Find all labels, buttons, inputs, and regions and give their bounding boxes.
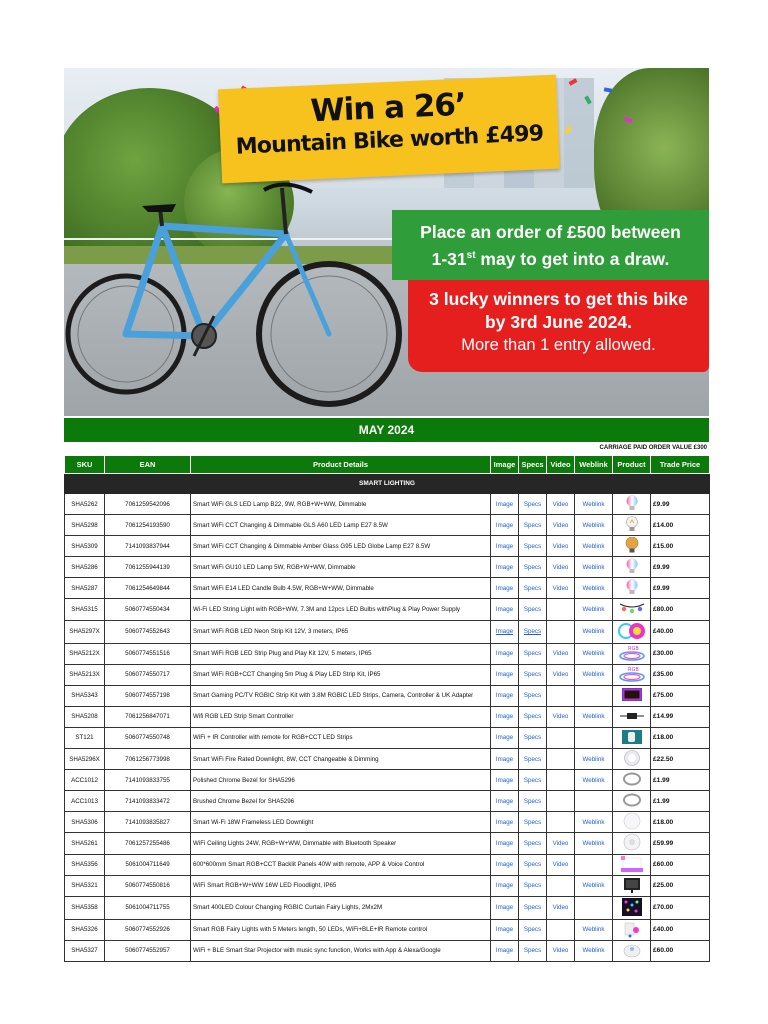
product-details-cell: Smart 400LED Colour Changing RGBIC Curtain Fairy Lights, 2Mx2M — [191, 896, 491, 919]
promo-banner — [64, 68, 709, 416]
winners-line-3: More than 1 entry allowed. — [461, 336, 656, 354]
ean-cell: 7061259542096 — [105, 494, 191, 515]
video-link[interactable]: Video — [547, 643, 575, 664]
image-link[interactable]: Image — [491, 833, 519, 854]
table-header-row — [65, 456, 710, 474]
video-link[interactable]: Video — [547, 536, 575, 557]
weblink-link[interactable]: Weblink — [575, 536, 613, 557]
image-link[interactable]: Image — [491, 515, 519, 536]
sku-cell: SHA5358 — [65, 896, 105, 919]
specs-link[interactable]: Specs — [519, 620, 547, 643]
product-details-cell: Smart WiFi Fire Rated Downlight, 8W, CCT Changeable & Dimming — [191, 749, 491, 770]
video-link — [547, 599, 575, 620]
image-link[interactable]: Image — [491, 940, 519, 961]
header-specs: Specs — [519, 456, 547, 474]
video-link — [547, 620, 575, 643]
winners-box — [408, 280, 709, 372]
svg-text:RGB: RGB — [627, 645, 639, 652]
video-link[interactable]: Video — [547, 896, 575, 919]
product-details-cell: Smart WiFi RGB+CCT Changing 5m Plug & Play LED Strip Kit, IP65 — [191, 664, 491, 685]
sku-cell: SHA5315 — [65, 599, 105, 620]
trade-price-cell: £9.99 — [651, 557, 710, 578]
bulb-rgb-icon — [624, 558, 640, 577]
controller-icon — [619, 710, 645, 724]
table-row — [65, 833, 710, 854]
winners-line-1: 3 lucky winners to get this bike — [429, 289, 688, 309]
ean-cell: 5060774550748 — [105, 727, 191, 748]
specs-link[interactable]: Specs — [519, 940, 547, 961]
image-link[interactable]: Image — [491, 749, 519, 770]
image-link[interactable]: Image — [491, 536, 519, 557]
video-link[interactable]: Video — [547, 494, 575, 515]
image-link[interactable]: Image — [491, 854, 519, 875]
trade-price-cell: £30.00 — [651, 643, 710, 664]
ean-cell: 5060774557198 — [105, 685, 191, 706]
specs-link[interactable]: Specs — [519, 919, 547, 940]
offer-line-2 — [392, 244, 709, 271]
sku-cell: SHA5297X — [65, 620, 105, 643]
image-link[interactable]: Image — [491, 620, 519, 643]
curtain-icon — [621, 897, 643, 919]
product-thumbnail — [613, 854, 651, 875]
product-thumbnail — [613, 643, 651, 664]
product-details-cell: Brushed Chrome Bezel for SHA5296 — [191, 791, 491, 812]
sku-cell: SHA5309 — [65, 536, 105, 557]
video-link — [547, 770, 575, 791]
table-row — [65, 770, 710, 791]
video-link[interactable]: Video — [547, 706, 575, 727]
image-link[interactable]: Image — [491, 896, 519, 919]
header-product: Product — [613, 456, 651, 474]
sku-cell: ST121 — [65, 727, 105, 748]
header-image: Image — [491, 456, 519, 474]
product-thumbnail — [613, 599, 651, 620]
trade-price-cell: £1.99 — [651, 791, 710, 812]
trade-price-cell: £18.00 — [651, 727, 710, 748]
sku-cell: ACC1013 — [65, 791, 105, 812]
trade-price-cell: £70.00 — [651, 896, 710, 919]
weblink-link[interactable]: Weblink — [575, 494, 613, 515]
weblink-link[interactable]: Weblink — [575, 812, 613, 833]
specs-link[interactable]: Specs — [519, 812, 547, 833]
order-offer-box — [392, 210, 709, 280]
sku-cell: SHA5213X — [65, 664, 105, 685]
month-title: MAY 2024 — [64, 418, 709, 442]
trade-price-cell: £22.50 — [651, 749, 710, 770]
bezel-icon — [622, 792, 642, 810]
header-sku: SKU — [65, 456, 105, 474]
specs-link[interactable]: Specs — [519, 854, 547, 875]
product-thumbnail — [613, 494, 651, 515]
header-product-details: Product Details — [191, 456, 491, 474]
carriage-note: CARRIAGE PAID ORDER VALUE £300 — [599, 445, 707, 451]
sku-cell: SHA5208 — [65, 706, 105, 727]
product-thumbnail — [613, 812, 651, 833]
section-title: SMART LIGHTING — [65, 474, 710, 494]
weblink-link — [575, 685, 613, 706]
ean-cell: 7141093833755 — [105, 770, 191, 791]
product-details-cell: Smart WiFi RGB LED Neon Strip Kit 12V, 3 meters, IP65 — [191, 620, 491, 643]
header-weblink: Weblink — [575, 456, 613, 474]
table-row — [65, 875, 710, 896]
product-details-cell: Wifi RGB LED Strip Smart Controller — [191, 706, 491, 727]
trade-price-cell: £14.00 — [651, 515, 710, 536]
image-link[interactable]: Image — [491, 919, 519, 940]
sku-cell: SHA5321 — [65, 875, 105, 896]
weblink-link[interactable]: Weblink — [575, 875, 613, 896]
product-details-cell: Smart RGB Fairy Lights with 5 Meters length, 50 LEDs, WiFi+BLE+IR Remote control — [191, 919, 491, 940]
product-thumbnail — [613, 578, 651, 599]
video-link — [547, 875, 575, 896]
specs-link[interactable]: Specs — [519, 599, 547, 620]
trade-price-cell: £35.00 — [651, 664, 710, 685]
string-icon — [619, 600, 645, 619]
video-link[interactable]: Video — [547, 557, 575, 578]
trade-price-cell: £15.00 — [651, 536, 710, 557]
header-video: Video — [547, 456, 575, 474]
video-link — [547, 919, 575, 940]
product-details-cell: Smart WiFi RGB LED Strip Plug and Play Kit 12V, 5 meters, IP65 — [191, 643, 491, 664]
panel-rgb-icon — [619, 855, 645, 875]
product-thumbnail — [613, 536, 651, 557]
weblink-link — [575, 791, 613, 812]
weblink-link[interactable]: Weblink — [575, 833, 613, 854]
product-details-cell: Smart WiFi GU10 LED Lamp 5W, RGB+W+WW, Dimmable — [191, 557, 491, 578]
product-details-cell: Wi-Fi LED String Light with RGB+WW, 7.3M and 12pcs LED Bulbs withPlug & Play Power Supply — [191, 599, 491, 620]
product-thumbnail — [613, 706, 651, 727]
product-table — [64, 455, 710, 962]
video-link — [547, 727, 575, 748]
bezel-icon — [622, 771, 642, 789]
image-link[interactable]: Image — [491, 578, 519, 599]
image-link[interactable]: Image — [491, 643, 519, 664]
sku-cell: SHA5298 — [65, 515, 105, 536]
offer-dates-suffix: st — [466, 250, 476, 261]
image-link[interactable]: Image — [491, 494, 519, 515]
specs-link[interactable]: Specs — [519, 833, 547, 854]
sku-cell: SHA5356 — [65, 854, 105, 875]
ean-cell: 7061257255486 — [105, 833, 191, 854]
image-link[interactable]: Image — [491, 875, 519, 896]
neon-icon — [618, 621, 646, 643]
specs-link[interactable]: Specs — [519, 494, 547, 515]
headline-line-2: Mountain Bike worth £499 — [235, 121, 544, 160]
offer-line-1: Place an order of £500 between — [420, 222, 681, 242]
weblink-link — [575, 727, 613, 748]
bicycle-image — [64, 176, 424, 416]
headline-card — [218, 75, 560, 184]
product-details-cell: Smart WiFi E14 LED Candle Bulb 4.5W, RGB+W+WW, Dimmable — [191, 578, 491, 599]
specs-link[interactable]: Specs — [519, 791, 547, 812]
product-thumbnail — [613, 896, 651, 919]
table-row — [65, 515, 710, 536]
product-details-cell: WiFi Ceiling Lights 24W, RGB+W+WW, Dimmable with Bluetooth Speaker — [191, 833, 491, 854]
projector-icon — [621, 941, 643, 961]
product-details-cell: Smart WiFi CCT Changing & Dimmable GLS A60 LED Lamp E27 8.5W — [191, 515, 491, 536]
trade-price-cell: £59.99 — [651, 833, 710, 854]
strip-icon — [618, 665, 646, 685]
ean-cell: 5061004711649 — [105, 854, 191, 875]
product-details-cell: WiFi + BLE Smart Star Projector with music sync function, Works with App & Alexa/Google — [191, 940, 491, 961]
table-row — [65, 685, 710, 706]
image-link[interactable]: Image — [491, 664, 519, 685]
video-link[interactable]: Video — [547, 940, 575, 961]
header-ean: EAN — [105, 456, 191, 474]
section-row — [65, 474, 710, 494]
weblink-link[interactable]: Weblink — [575, 643, 613, 664]
product-thumbnail — [613, 749, 651, 770]
bulb-rgb-icon — [624, 495, 640, 514]
ean-cell: 5060774552957 — [105, 940, 191, 961]
trade-price-cell: £1.99 — [651, 770, 710, 791]
specs-link[interactable]: Specs — [519, 536, 547, 557]
video-link — [547, 791, 575, 812]
table-row — [65, 599, 710, 620]
table-row — [65, 557, 710, 578]
product-details-cell: Smart Gaming PC/TV RGBIC Strip Kit with 3.8M RGBIC LED Strips, Camera, Controller & UK Adapter — [191, 685, 491, 706]
product-thumbnail — [613, 940, 651, 961]
sku-cell: SHA5212X — [65, 643, 105, 664]
bulb-rgb-icon — [624, 579, 640, 598]
trade-price-cell: £60.00 — [651, 854, 710, 875]
specs-link[interactable]: Specs — [519, 578, 547, 599]
specs-link[interactable]: Specs — [519, 727, 547, 748]
video-link[interactable]: Video — [547, 578, 575, 599]
specs-link[interactable]: Specs — [519, 770, 547, 791]
sku-cell: SHA5306 — [65, 812, 105, 833]
product-details-cell: WiFi + IR Controller with remote for RGB+CCT LED Strips — [191, 727, 491, 748]
product-details-cell: Smart Wi-Fi 18W Frameless LED Downlight — [191, 812, 491, 833]
price-sheet — [64, 418, 709, 962]
ean-cell: 5060774551516 — [105, 643, 191, 664]
weblink-link[interactable]: Weblink — [575, 706, 613, 727]
video-link[interactable]: Video — [547, 664, 575, 685]
trade-price-cell: £40.00 — [651, 919, 710, 940]
offer-dates: 1-31 — [431, 248, 467, 269]
table-row — [65, 812, 710, 833]
weblink-link[interactable]: Weblink — [575, 940, 613, 961]
table-row — [65, 578, 710, 599]
specs-link[interactable]: Specs — [519, 685, 547, 706]
ean-cell: 7061256773998 — [105, 749, 191, 770]
ean-cell: 7061256847071 — [105, 706, 191, 727]
svg-text:RGB: RGB — [627, 666, 639, 673]
weblink-link[interactable]: Weblink — [575, 578, 613, 599]
bulb-amber-icon — [624, 537, 640, 556]
table-row — [65, 854, 710, 875]
image-link[interactable]: Image — [491, 770, 519, 791]
image-link[interactable]: Image — [491, 791, 519, 812]
ean-cell: 5060774552926 — [105, 919, 191, 940]
sku-cell: SHA5296X — [65, 749, 105, 770]
table-body — [65, 474, 710, 962]
product-thumbnail — [613, 620, 651, 643]
video-link[interactable]: Video — [547, 833, 575, 854]
tv-icon — [621, 686, 643, 705]
ean-cell: 7061255944139 — [105, 557, 191, 578]
downlight-icon — [622, 749, 642, 769]
sku-cell: SHA5343 — [65, 685, 105, 706]
weblink-link — [575, 854, 613, 875]
table-row — [65, 791, 710, 812]
weblink-link[interactable]: Weblink — [575, 557, 613, 578]
product-details-cell: Smart WiFi GLS LED Lamp B22, 9W, RGB+W+WW, Dimmable — [191, 494, 491, 515]
product-thumbnail — [613, 875, 651, 896]
table-row — [65, 643, 710, 664]
image-link[interactable]: Image — [491, 812, 519, 833]
sku-cell: SHA5327 — [65, 940, 105, 961]
video-link[interactable]: Video — [547, 854, 575, 875]
sku-cell: SHA5287 — [65, 578, 105, 599]
ean-cell: 5060774552643 — [105, 620, 191, 643]
table-row — [65, 940, 710, 961]
weblink-link[interactable]: Weblink — [575, 749, 613, 770]
table-row — [65, 749, 710, 770]
product-details-cell: WiFi Smart RGB+W+WW 16W LED Floodlight, IP65 — [191, 875, 491, 896]
sku-cell: ACC1012 — [65, 770, 105, 791]
weblink-link[interactable]: Weblink — [575, 515, 613, 536]
specs-link[interactable]: Specs — [519, 643, 547, 664]
sku-cell: SHA5261 — [65, 833, 105, 854]
flood-icon — [621, 876, 643, 896]
ean-cell: 7141093835827 — [105, 812, 191, 833]
video-link[interactable]: Video — [547, 515, 575, 536]
product-thumbnail — [613, 515, 651, 536]
video-link — [547, 749, 575, 770]
image-link[interactable]: Image — [491, 557, 519, 578]
table-row — [65, 664, 710, 685]
product-details-cell: Polished Chrome Bezel for SHA5296 — [191, 770, 491, 791]
trade-price-cell: £25.00 — [651, 875, 710, 896]
fairy-icon — [621, 920, 643, 940]
trade-price-cell: £40.00 — [651, 620, 710, 643]
table-row — [65, 706, 710, 727]
ean-cell: 7061254193590 — [105, 515, 191, 536]
specs-link[interactable]: Specs — [519, 664, 547, 685]
ean-cell: 7141093837944 — [105, 536, 191, 557]
specs-link[interactable]: Specs — [519, 706, 547, 727]
image-link[interactable]: Image — [491, 727, 519, 748]
table-row — [65, 620, 710, 643]
trade-price-cell: £9.99 — [651, 494, 710, 515]
trade-price-cell: £60.00 — [651, 940, 710, 961]
table-row — [65, 896, 710, 919]
table-row — [65, 919, 710, 940]
specs-link[interactable]: Specs — [519, 749, 547, 770]
trade-price-cell: £18.00 — [651, 812, 710, 833]
table-row — [65, 536, 710, 557]
weblink-link[interactable]: Weblink — [575, 599, 613, 620]
specs-link[interactable]: Specs — [519, 875, 547, 896]
bulb-filament-icon — [624, 516, 640, 535]
winners-line-2: by 3rd June 2024. — [485, 312, 632, 332]
ceiling-icon — [621, 833, 643, 853]
trade-price-cell: £14.99 — [651, 706, 710, 727]
weblink-link — [575, 896, 613, 919]
table-row — [65, 727, 710, 748]
header-trade-price: Trade Price — [651, 456, 710, 474]
sku-cell: SHA5326 — [65, 919, 105, 940]
image-link[interactable]: Image — [491, 599, 519, 620]
ean-cell: 5060774550816 — [105, 875, 191, 896]
specs-link[interactable]: Specs — [519, 896, 547, 919]
specs-link[interactable]: Specs — [519, 515, 547, 536]
product-thumbnail — [613, 664, 651, 685]
specs-link[interactable]: Specs — [519, 557, 547, 578]
product-thumbnail — [613, 557, 651, 578]
weblink-link[interactable]: Weblink — [575, 919, 613, 940]
panel-round-icon — [622, 812, 642, 832]
product-thumbnail — [613, 791, 651, 812]
product-details-cell: Smart WiFi CCT Changing & Dimmable Amber Glass G95 LED Globe Lamp E27 8.5W — [191, 536, 491, 557]
ean-cell: 5060774550434 — [105, 599, 191, 620]
product-details-cell: 600*600mm Smart RGB+CCT Backlit Panels 40W with remote, APP & Voice Control — [191, 854, 491, 875]
weblink-link[interactable]: Weblink — [575, 770, 613, 791]
offer-draw-text: may to get into a draw. — [475, 248, 670, 269]
sku-cell: SHA5286 — [65, 557, 105, 578]
weblink-link[interactable]: Weblink — [575, 664, 613, 685]
weblink-link[interactable]: Weblink — [575, 620, 613, 643]
video-link — [547, 685, 575, 706]
sku-cell: SHA5262 — [65, 494, 105, 515]
strip-icon — [618, 644, 646, 664]
ean-cell: 5061004711755 — [105, 896, 191, 919]
ean-cell: 7141093833472 — [105, 791, 191, 812]
trade-price-cell: £80.00 — [651, 599, 710, 620]
remote-icon — [621, 728, 643, 748]
ean-cell: 5060774550717 — [105, 664, 191, 685]
image-link[interactable]: Image — [491, 706, 519, 727]
table-row — [65, 494, 710, 515]
product-thumbnail — [613, 727, 651, 748]
product-thumbnail — [613, 833, 651, 854]
headline-line-1: Win a 26’ — [309, 86, 467, 130]
product-thumbnail — [613, 770, 651, 791]
video-link — [547, 812, 575, 833]
product-thumbnail — [613, 685, 651, 706]
trade-price-cell: £9.99 — [651, 578, 710, 599]
image-link[interactable]: Image — [491, 685, 519, 706]
ean-cell: 7061254649844 — [105, 578, 191, 599]
product-thumbnail — [613, 919, 651, 940]
trade-price-cell: £75.00 — [651, 685, 710, 706]
